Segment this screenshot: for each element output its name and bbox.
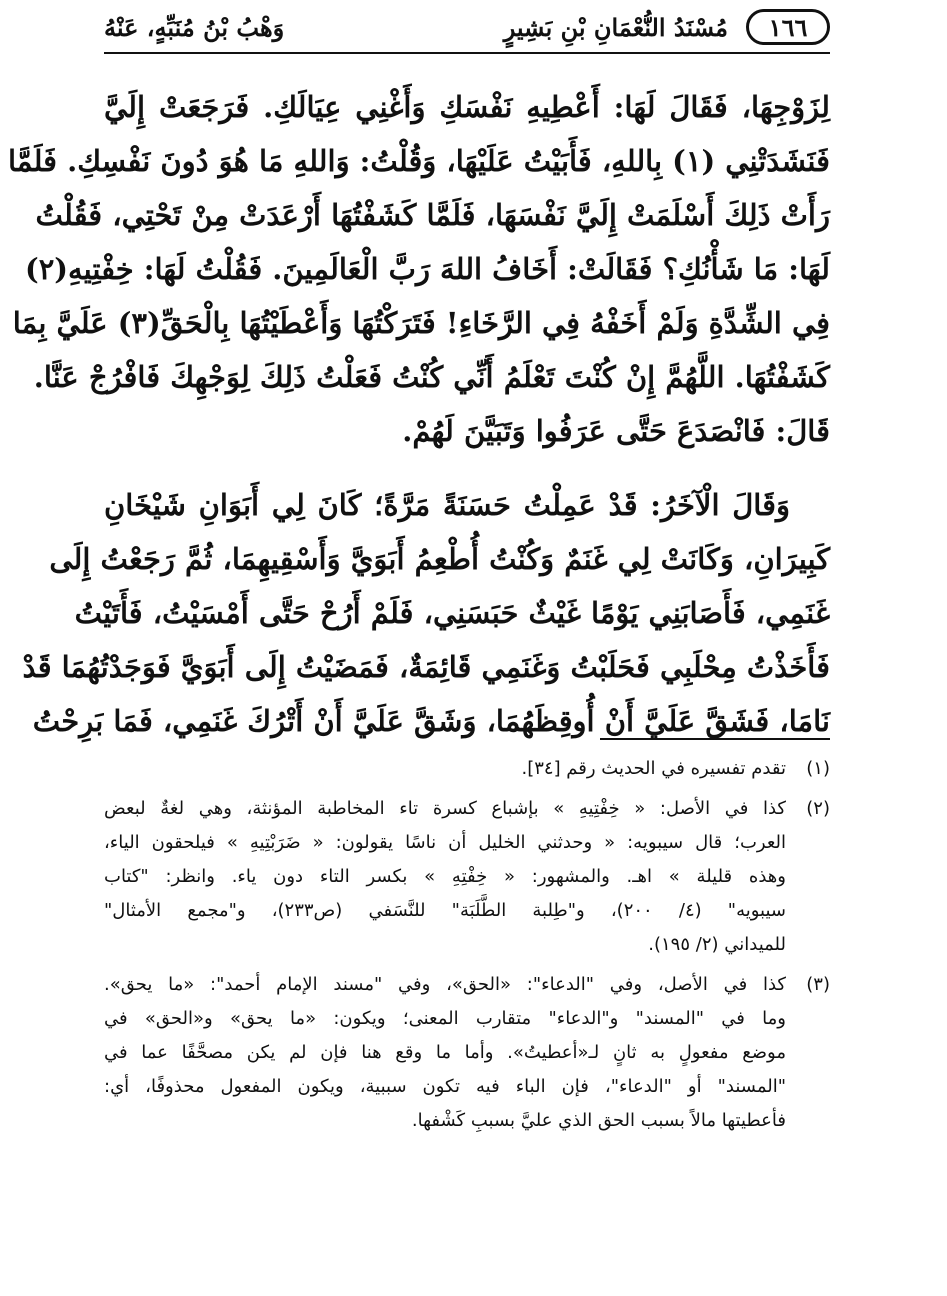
main-text — [7, 80, 830, 748]
text-line: لَهَا: مَا شَأْنُكِ؟ فَقَالَتْ: أَخَافُ اللهَ رَبَّ الْعَالَمِينَ. فَقُلْتُ لَهَا: خِفْتِيهِ(٢) — [24, 252, 830, 286]
footnote-line: كذا في الأصل، وفي "الدعاء": «الحق»، وفي "مسند الإمام أحمد": «ما يحق». — [104, 974, 786, 995]
paragraph-1 — [7, 80, 830, 458]
text-line: فَأَخَذْتُ مِحْلَبِي فَحَلَبْتُ وَغَنَمِي قَائِمَةٌ، فَمَضَيْتُ إِلَى أَبَوَيَّ فَوَجَدْتُهُمَا قَدْ — [22, 650, 830, 684]
footnote-number: (١) — [806, 758, 830, 779]
footnote-line: موضع مفعولٍ به ثانٍ لـ«أعطيتُ». وأما ما وقع هنا فإن لم يكن مصحَّفًا عما في — [104, 1042, 786, 1063]
footnote-line: كذا في الأصل: « خِفْتِيهِ » بإشباع كسرة تاء المخاطبة المؤنثة، وهي لغةٌ لبعض — [104, 798, 786, 819]
footnotes — [104, 752, 830, 1144]
running-header — [104, 4, 830, 50]
text-line: غَنَمِي، فَأَصَابَنِي يَوْمًا غَيْثٌ حَبَسَنِي، فَلَمْ أَرُحْ حَتَّى أَمْسَيْتُ، فَأَتَيْتُ — [74, 596, 830, 630]
footnote-line: "المسند" أو "الدعاء"، فإن الباء فيه تكون سببية، ويكون المفعول محذوفًا، أي: — [104, 1076, 786, 1097]
footnote-number: (٣) — [806, 974, 830, 995]
text-line: نَامَا، فَشَقَّ عَلَيَّ أَنْ أُوقِظَهُمَا، وَشَقَّ عَلَيَّ أَنْ أَتْرُكَ غَنَمِي، فَمَا بَرِحْتُ — [32, 704, 830, 738]
text-line: رَأَتْ ذَلِكَ أَسْلَمَتْ إِلَيَّ نَفْسَهَا، فَلَمَّا كَشَفْتُهَا أَرْعَدَتْ مِنْ تَحْتِي، فَقُلْتُ — [35, 198, 830, 232]
text-line: وَقَالَ الْآخَرُ: قَدْ عَمِلْتُ حَسَنَةً مَرَّةً؛ كَانَ لِي أَبَوَانِ شَيْخَانِ — [104, 488, 790, 522]
footnote-body — [104, 792, 786, 962]
footnote-line: تقدم تفسيره في الحديث رقم [٣٤]. — [521, 758, 786, 779]
text-line: كَبِيرَانِ، وَكَانَتْ لِي غَنَمٌ وَكُنْتُ أُطْعِمُ أَبَوَيَّ وَأَسْقِيهِمَا، ثُمَّ رَجَعْتُ إِلَى — [49, 542, 830, 576]
footnote-number: (٢) — [806, 798, 830, 819]
footnote-line: سيبويه" (٤/ ٢٠٠)، و"طِلبة الطَّلَبَة" للنَّسَفي (ص٢٣٣)، و"مجمع الأمثال" — [104, 900, 786, 921]
text-line: قَالَ: فَانْصَدَعَ حَتَّى عَرَفُوا وَتَبَيَّنَ لَهُمْ. — [402, 414, 830, 448]
text-line: فَنَشَدَتْنِي (١) بِاللهِ، فَأَبَيْتُ عَلَيْهَا، وَقُلْتُ: وَاللهِ مَا هُوَ دُونَ نَفْسِكِ. فَلَمَّا — [7, 144, 830, 178]
footnote-line: للميداني (٢/ ١٩٥). — [648, 934, 786, 955]
paragraph-gap — [104, 458, 830, 478]
page-number: ١٦٦ — [746, 9, 830, 45]
footnote-line: وما في "المسند" و"الدعاء" متقارب المعنى؛ ويكون: «ما يحق» و«الحق» في — [104, 1008, 786, 1029]
text-line: فِي الشِّدَّةِ وَلَمْ أَخَفْهُ فِي الرَّخَاءِ! فَتَرَكْتُهَا وَأَعْطَيْتُهَا بِالْحَقِّ(٣) عَلَيَّ بِمَا — [12, 306, 830, 340]
footnote-line: وهذه قليلة » اهـ. والمشهور: « خِفْتِهِ » بكسر التاء دون ياء. وانظر: "كتاب — [104, 866, 786, 887]
footnote-2 — [104, 792, 830, 962]
text-line: كَشَفْتُهَا. اللَّهُمَّ إِنْ كُنْتَ تَعْلَمُ أَنِّي كُنْتُ فَعَلْتُ ذَلِكَ لِوَجْهِكَ فَافْرُجْ عَنَّا. — [33, 360, 830, 394]
text-line: لِزَوْجِهَا، فَقَالَ لَهَا: أَعْطِيهِ نَفْسَكِ وَأَغْنِي عِيَالَكِ. فَرَجَعَتْ إِلَيَّ — [104, 90, 830, 124]
footnote-line: العرب؛ قال سيبويه: « وحدثني الخليل أن ناسًا يقولون: « ضَرَبْتِيهِ » فيلحقون الياء، — [104, 832, 786, 853]
footnote-rule — [600, 738, 830, 740]
paragraph-2 — [22, 478, 830, 748]
footnote-body — [104, 968, 786, 1138]
footnote-line: فأعطيتها مالاً بسبب الحق الذي عليَّ بسببِ كَشْفها. — [411, 1110, 786, 1131]
footnote-1 — [104, 752, 830, 786]
header-title-right: مُسْنَدُ النُّعْمَانِ بْنِ بَشِيرٍ — [503, 12, 728, 42]
header-title-left: وَهْبُ بْنُ مُنَبِّهٍ، عَنْهُ — [104, 12, 285, 42]
header-rule — [104, 52, 830, 54]
footnote-3 — [104, 968, 830, 1138]
footnote-body — [104, 752, 786, 786]
